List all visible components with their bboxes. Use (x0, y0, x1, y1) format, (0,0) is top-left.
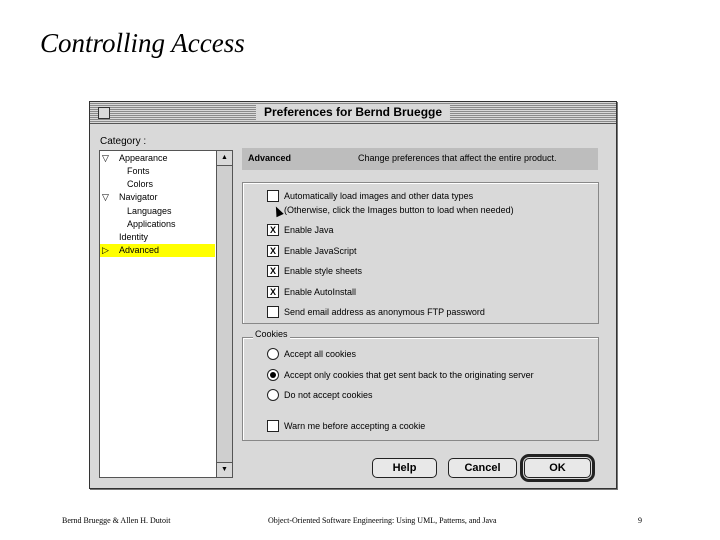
window-title: Preferences for Bernd Bruegge (256, 104, 450, 120)
category-item-fonts[interactable]: Fonts (127, 166, 150, 176)
disclosure-triangle-icon[interactable]: ▽ (102, 192, 109, 202)
category-item-colors[interactable]: Colors (127, 179, 154, 189)
checkbox-checked[interactable]: X (267, 286, 279, 298)
checkbox-checked[interactable]: X (267, 245, 279, 257)
window-titlebar[interactable] (90, 102, 616, 124)
checkbox-checked[interactable]: X (267, 265, 279, 277)
section-header (242, 148, 598, 170)
checkbox[interactable] (267, 306, 279, 318)
cookies-group-label: Cookies (255, 329, 288, 339)
radio-button[interactable] (267, 389, 279, 401)
category-item-applications[interactable]: Applications (127, 219, 176, 229)
footer-book-title: Object-Oriented Software Engineering: Using UML, Patterns, and Java (268, 516, 497, 525)
cancel-button[interactable]: Cancel (448, 458, 517, 478)
close-box-icon[interactable] (98, 107, 110, 119)
category-item-navigator[interactable]: ▽ Navigator (102, 192, 158, 202)
footer-authors: Bernd Bruegge & Allen H. Dutoit (62, 516, 171, 525)
radio-button[interactable] (267, 348, 279, 360)
section-description: Change preferences that affect the entire product. (358, 153, 557, 163)
category-list (100, 151, 215, 477)
category-item-languages[interactable]: Languages (127, 206, 172, 216)
scroll-up-arrow-icon[interactable]: ▲ (217, 151, 232, 166)
category-scrollbar[interactable] (216, 151, 232, 477)
ok-button[interactable]: OK (524, 458, 591, 478)
section-title: Advanced (248, 153, 292, 163)
category-item-identity[interactable]: Identity (119, 232, 149, 242)
category-item-appearance[interactable]: ▽ Appearance (102, 153, 168, 163)
category-label: Category : (100, 136, 147, 147)
radio-button-selected[interactable] (267, 369, 279, 381)
help-button[interactable]: Help (372, 458, 437, 478)
disclosure-triangle-icon[interactable]: ▷ (102, 245, 109, 255)
scroll-down-arrow-icon[interactable]: ▼ (217, 462, 232, 477)
images-note: (Otherwise, click the Images button to load when needed) (284, 205, 514, 215)
checkbox[interactable] (267, 190, 279, 202)
checkbox-checked[interactable]: X (267, 224, 279, 236)
slide-title: Controlling Access (40, 28, 245, 58)
preferences-window: Preferences for Bernd Bruegge Category : ▽ Appearance Fonts Colors ▽ Navigator Languages Applications Identity ▷ Advanced ▲ ▼ Advanced Change preferences that affect the entire product. Automatically load images and other data types (Otherwise, click the Images button to load when needed) X Enable Java X Enable JavaScript X Enable style sheets X Enable AutoInstall Send email address as anonymous FTP password Cookies Accept all cookies Accept only cookies that get sent back to the originating server Do not accept cookies Warn me before accepting a cookie Help Cancel OK (89, 101, 617, 489)
disclosure-triangle-icon[interactable]: ▽ (102, 153, 109, 163)
page-number: 9 (638, 516, 642, 525)
checkbox[interactable] (267, 420, 279, 432)
category-item-advanced[interactable]: ▷ Advanced (100, 244, 215, 257)
category-list-panel (99, 150, 233, 478)
